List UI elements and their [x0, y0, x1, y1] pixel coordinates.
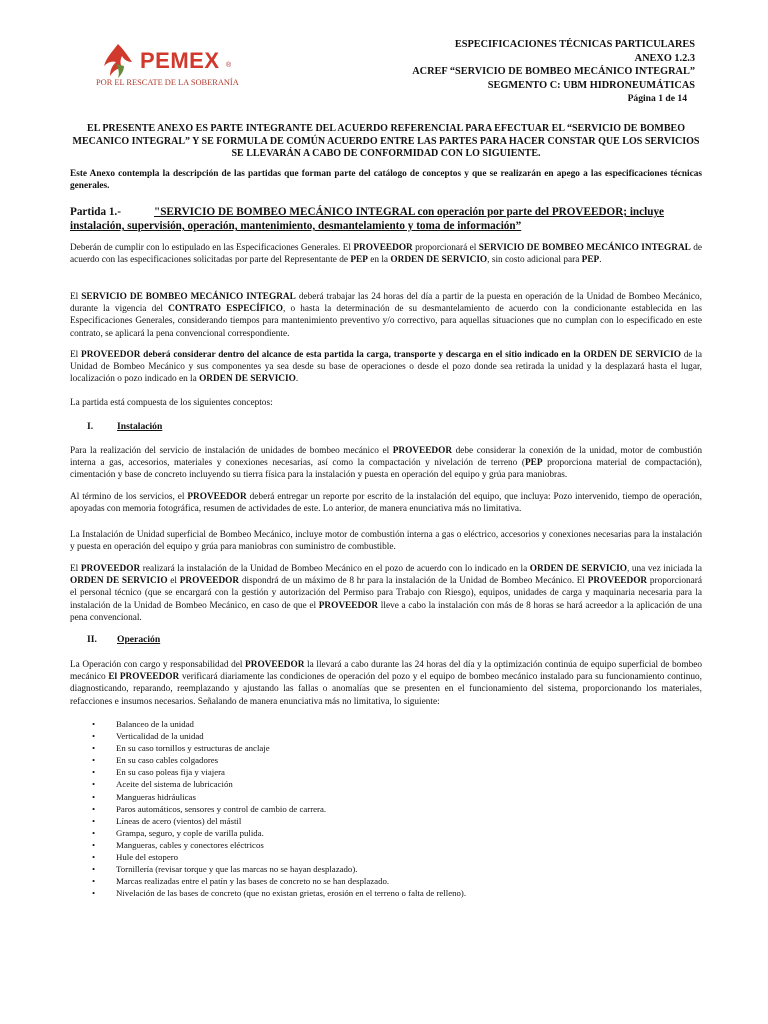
- header-line: SEGMENTO C: UBM HIDRONEUMÁTICAS: [487, 79, 695, 91]
- paragraph-8: El PROVEEDOR realizará la instalación de la Unidad de Bombeo Mecánico en el pozo de acuerdo con lo indicado en la ORDEN DE SERVICIO, una vez iniciada la ORDEN DE SERVICIO el PROVEEDOR dispondrá de un máximo de 8 hr para la instalación de la Unidad de Bombeo Mecánico. El PROVEEDOR proporcionará el personal técnico (que se encargará con la gestión y autorización del Permiso para Trabajo con Riesgo), equipos, unidades de carga y maquinaria necesaria para la instalación de la Unidad de Bombeo Mecánico, en caso de que el PROVEEDOR lleve a cabo la instalación con más de 8 horas se hará acreedor a la aplicación de una pena convencional.: [70, 564, 702, 623]
- operation-checklist: [92, 718, 466, 899]
- intro-statement: EL PRESENTE ANEXO ES PARTE INTEGRANTE DEL ACUERDO REFERENCIAL PARA EFECTUAR EL “SERVICIO DE BOMBEO MECANICO INTEGRAL” Y SE FORMULA DE COMÚN ACUERDO ENTRE LAS PARTES PARA HACER CONSTAR QUE LOS SERVICIOS SE LLEVARÁN A CABO DE CONFORMIDAD CON LO SIGUIENTE.: [72, 123, 700, 159]
- list-item: • En su caso poleas fija y viajera: [92, 766, 466, 778]
- list-item: • Nivelación de las bases de concreto (que no existan grietas, erosión en el terreno o falta de relleno).: [92, 887, 466, 899]
- list-item: • Mangueras hidráulicas: [92, 791, 466, 803]
- logo-tagline: POR EL RESCATE DE LA SOBERANÍA: [96, 78, 239, 87]
- list-item: • Hule del estopero: [92, 851, 466, 863]
- paragraph-5: Para la realización del servicio de instalación de unidades de bombeo mecánico el PROVEEDOR debe considerar la conexión de la unidad, motor de combustión interna a gas, accesorios, materiales y conexiones necesarias, así como la compactación y nivelación de terreno (PEP proporciona material de compactación), cimentación y base de concreto incluyendo su tierra física para la instalación y puesta en operación del equipo y grúa para maniobras.: [70, 446, 702, 481]
- logo-registered-mark: ®: [226, 62, 232, 69]
- list-item: • En su caso tornillos y estructuras de anclaje: [92, 742, 466, 754]
- list-item: • Mangueras, cables y conectores eléctricos: [92, 839, 466, 851]
- list-item: • Balanceo de la unidad: [92, 718, 466, 730]
- list-item: • En su caso cables colgadores: [92, 754, 466, 766]
- list-item: • Tornillería (revisar torque y que las marcas no se hayan desplazado).: [92, 863, 466, 875]
- paragraph-6: Al término de los servicios, el PROVEEDOR deberá entregar un reporte por escrito de la instalación del equipo, que incluya: Pozo intervenido, tiempo de operación, apoyadas con memoria fotográfica, resumen de actividades de este. Lo anterior, de manera enunciativa más no limitativa.: [70, 492, 702, 515]
- list-item: • Verticalidad de la unidad: [92, 730, 466, 742]
- partida-heading: [70, 205, 704, 233]
- page-number: Página 1 de 14: [627, 93, 687, 104]
- paragraph-2: El SERVICIO DE BOMBEO MECÁNICO INTEGRAL deberá trabajar las 24 horas del día a partir de la puesta en operación de la Unidad de Bombeo Mecánico, durante la vigencia del CONTRATO ESPECÍFICO, o hasta la determinación de su desmantelamiento de acuerdo con la condicionante establecida en las Especificaciones Generales, considerando tiempos para mantenimiento preventivo y/o correctivo, para aquellas situaciones que no cumplan con lo especificado en este contrato, se aplicará la pena convencional correspondiente.: [70, 292, 703, 339]
- paragraph-1: Deberán de cumplir con lo estipulado en las Especificaciones Generales. El PROVEEDOR proporcionará el SERVICIO DE BOMBEO MECÁNICO INTEGRAL de acuerdo con las especificaciones solicitadas por parte del Representante de PEP en la ORDEN DE SERVICIO, sin costo adicional para PEP.: [70, 243, 702, 266]
- paragraph-9: La Operación con cargo y responsabilidad del PROVEEDOR la llevará a cabo durante las 24 horas del día y la optimización continúa de equipo superficial de bombeo mecánico El PROVEEDOR verificará diariamente las condiciones de operación del pozo y el equipo de bombeo mecánico instalado para su funcionamiento continuo, diagnosticando, reparando, reemplazando y ajustando las fallas o anomalías que se presenten en el funcionamiento del sistema, proporcionando los materiales, refacciones e insumos necesarios. Señalando de manera enunciativa más no limitativa, lo siguiente:: [70, 660, 702, 707]
- partida-label: Partida 1.-: [70, 206, 121, 218]
- section-heading-instalacion: I. Instalación: [87, 421, 163, 432]
- header-line: ESPECIFICACIONES TÉCNICAS PARTICULARES: [454, 39, 695, 50]
- section-heading-operacion: II. Operación: [87, 634, 161, 645]
- list-item: • Paros automáticos, sensores y control de cambio de carrera.: [92, 803, 466, 815]
- pemex-eagle-icon: [98, 42, 138, 80]
- pemex-logo: [96, 40, 242, 90]
- document-header: [412, 38, 695, 92]
- list-item: • Líneas de acero (vientos) del mástil: [92, 815, 466, 827]
- partida-title: "SERVICIO DE BOMBEO MECÁNICO INTEGRAL con operación por parte del PROVEEDOR; incluye instalación, supervisión, operación, mantenimiento, desmantelamiento y toma de información”: [70, 206, 665, 232]
- paragraph-4: La partida está compuesta de los siguientes conceptos:: [70, 398, 273, 408]
- paragraph-7: La Instalación de Unidad superficial de Bombeo Mecánico, incluye motor de combustión interna a gas o eléctrico, accesorios y conexiones necesarias para la instalación y puesta en operación del equipo y grúa para maniobras con suministro de combustible.: [70, 530, 702, 553]
- list-item: • Marcas realizadas entre el patín y las bases de concreto no se han desplazado.: [92, 875, 466, 887]
- list-item: • Aceite del sistema de lubricación: [92, 778, 466, 790]
- list-item: • Grampa, seguro, y cople de varilla pulida.: [92, 827, 466, 839]
- logo-wordmark: PEMEX: [140, 48, 220, 73]
- header-line: ACREF “SERVICIO DE BOMBEO MECÁNICO INTEGRAL”: [412, 66, 695, 77]
- annex-note: Este Anexo contempla la descripción de las partidas que forman parte del catálogo de conceptos y que se realizarán en apego a las especificaciones técnicas generales.: [70, 169, 702, 192]
- paragraph-3: El PROVEEDOR deberá considerar dentro del alcance de esta partida la carga, transporte y descarga en el sitio indicado en la ORDEN DE SERVICIO de la Unidad de Bombeo Mecánico y sus componentes ya sea desde su base de operaciones o desde el pozo donde sea retirada la unidad y la desplazará hasta el lugar, localización o pozo indicado en la ORDEN DE SERVICIO.: [70, 350, 702, 385]
- header-line: ANEXO 1.2.3: [634, 52, 695, 64]
